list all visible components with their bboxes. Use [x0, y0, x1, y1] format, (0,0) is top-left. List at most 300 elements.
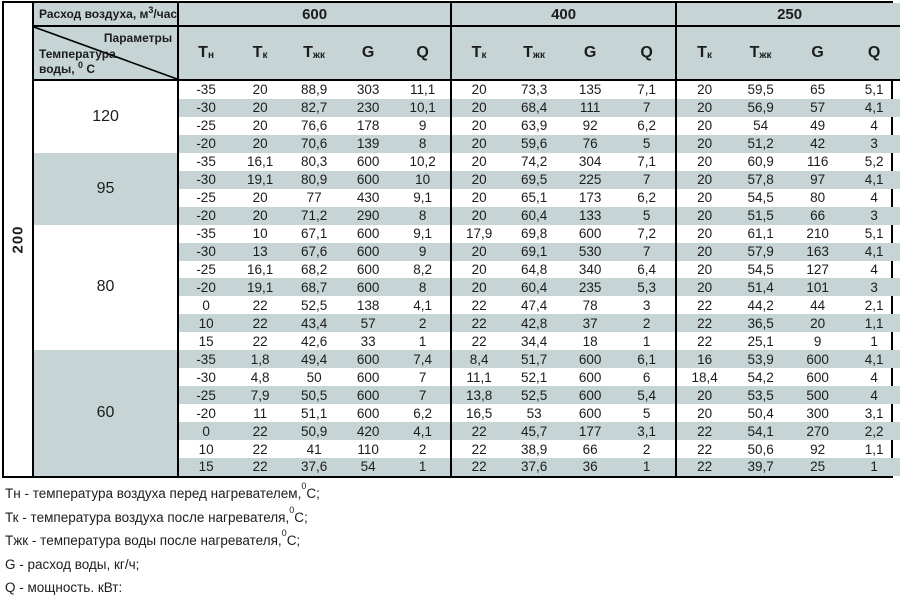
param-header: Т жк	[506, 27, 562, 79]
table-cell: 20	[450, 153, 506, 171]
flow-rate-header	[450, 3, 675, 25]
model-label: 200	[9, 225, 27, 254]
param-symbol: Q	[416, 44, 429, 61]
water-temp-group-cell	[34, 225, 177, 351]
table-cell: 69,8	[520, 226, 548, 242]
param-header: Т жк	[287, 27, 341, 79]
model-column	[4, 3, 34, 476]
table-cell: 5,4	[637, 387, 656, 403]
table-cell: 42,6	[300, 333, 328, 349]
table-cell: 600	[356, 351, 380, 367]
table-cell: 600	[356, 226, 380, 242]
table-cell: 230	[356, 100, 380, 116]
table-cell: 25,1	[747, 333, 774, 349]
table-cell: 22	[675, 422, 732, 440]
table-cell: 5,1	[864, 82, 884, 98]
table-cell: 600	[578, 405, 602, 421]
table-cell: 1	[418, 333, 427, 349]
table-cell: 22	[450, 332, 506, 350]
table-cell: 76	[582, 136, 598, 152]
table-cell: 270	[806, 423, 829, 439]
table-cell: 7	[642, 100, 651, 116]
table-cell: 10	[415, 172, 431, 188]
table-cell: 78	[582, 297, 598, 313]
table-cell: 51,4	[747, 279, 774, 295]
footnote-unit: С;	[294, 509, 308, 525]
table-cell: 22	[252, 459, 268, 475]
table-cell: 3	[642, 297, 651, 313]
table-cell: 59,6	[520, 136, 548, 152]
table-cell: 303	[356, 82, 380, 98]
table-cell: 20	[675, 386, 732, 404]
table-cell: 53,9	[747, 351, 774, 367]
table-cell: 20	[450, 81, 506, 99]
table-cell: 20	[450, 117, 506, 135]
table-cell: 3	[870, 279, 878, 295]
table-cell: 57	[360, 315, 376, 331]
table-cell: 16,1	[246, 154, 274, 170]
table-cell: 37	[582, 315, 598, 331]
table-cell: 7,2	[637, 226, 656, 242]
table-cell: 6,2	[413, 405, 432, 421]
table-cell: 8	[418, 279, 427, 295]
table-cell: 80	[810, 190, 826, 206]
table-cell: 1,8	[250, 351, 270, 367]
table-cell: 54,5	[747, 190, 774, 206]
table-cell: 22	[675, 332, 732, 350]
table-cell: -35	[196, 351, 216, 367]
table-cell: 178	[356, 118, 380, 134]
table-cell: 80,3	[300, 154, 328, 170]
table-cell: 65,1	[520, 190, 548, 206]
table-cell: 22	[675, 314, 732, 332]
table-cell: 2	[418, 315, 427, 331]
table-cell: 22	[252, 315, 268, 331]
table-cell: 20	[810, 315, 826, 331]
table-cell: 57,9	[747, 244, 774, 260]
params-water-temp-corner-cell	[34, 27, 177, 81]
flow-rate-label: 400	[551, 5, 577, 23]
table-cell: 7	[418, 369, 427, 385]
table-cell: 20	[675, 278, 732, 296]
table-cell: 4	[870, 190, 878, 206]
table-cell: 11,1	[450, 368, 506, 386]
table-cell: 88,9	[300, 82, 328, 98]
table-cell: 22	[450, 296, 506, 314]
table-cell: 3	[870, 136, 878, 152]
table-cell: 4,1	[864, 100, 884, 116]
table-cell: 20	[675, 135, 732, 153]
table-cell: 52,1	[520, 369, 548, 385]
param-symbol: Т	[198, 44, 208, 61]
footnote	[5, 577, 320, 601]
table-cell: 2	[642, 441, 651, 457]
table-cell: 10,1	[409, 100, 436, 116]
table-cell: 49	[810, 118, 826, 134]
table-cell: 22	[252, 441, 268, 457]
table-cell: 50,4	[747, 405, 774, 421]
table-row	[179, 278, 900, 296]
table-cell: 67,1	[300, 226, 328, 242]
table-cell: 22	[252, 297, 268, 313]
table-cell: 50,5	[300, 387, 328, 403]
table-cell: 42,8	[520, 315, 548, 331]
table-cell: 20	[252, 100, 268, 116]
param-symbol: Q	[867, 44, 881, 61]
table-cell: 600	[806, 351, 829, 367]
table-cell: 235	[578, 279, 602, 295]
table-cell: 4	[870, 262, 878, 277]
table-cell: 20	[675, 261, 732, 279]
table-cell: 600	[356, 262, 380, 277]
footnote-unit: С;	[306, 486, 320, 501]
table-cell: 66	[810, 208, 826, 224]
param-symbol: Т	[749, 44, 760, 61]
table-cell: 8	[418, 136, 427, 152]
table-cell: 7,9	[250, 387, 270, 403]
table-cell: 67,6	[300, 244, 328, 260]
table-cell: 20	[252, 82, 268, 98]
table-cell: 20	[675, 99, 732, 117]
table-cell: 16,1	[246, 262, 274, 277]
table-cell: 163	[806, 244, 829, 260]
water-temp-group-cell	[34, 350, 177, 476]
flow-rate-header	[675, 3, 900, 25]
table-cell: 4,8	[250, 369, 270, 385]
table-cell: 73,3	[520, 82, 548, 98]
table-cell: 10,2	[409, 154, 436, 170]
table-cell: 1	[870, 333, 878, 349]
table-row	[179, 386, 900, 404]
table-row	[179, 99, 900, 117]
table-cell: 68,2	[300, 262, 328, 277]
table-cell: 6,1	[637, 351, 656, 367]
table-cell: 2,2	[864, 423, 884, 439]
table-cell: 111	[579, 100, 601, 116]
table-cell: 37,6	[300, 459, 328, 475]
footnote	[5, 554, 320, 578]
table-cell: 56,9	[747, 100, 774, 116]
table-row	[179, 243, 900, 261]
table-cell: 37,6	[520, 459, 548, 475]
table-cell: 600	[356, 369, 380, 385]
table-cell: 49,4	[300, 351, 328, 367]
table-cell: 420	[356, 423, 380, 439]
table-cell: 25	[810, 459, 826, 475]
table-cell: 19,1	[246, 279, 274, 295]
table-cell: 9,1	[413, 226, 432, 242]
water-temp-groups	[34, 81, 177, 476]
table-row	[179, 314, 900, 332]
table-row	[179, 261, 900, 279]
table-cell: 6,4	[637, 262, 656, 277]
table-cell: 22	[675, 458, 732, 476]
table-cell: 600	[356, 405, 380, 421]
table-cell: 5	[642, 136, 651, 152]
table-cell: 1,1	[864, 315, 884, 331]
table-cell: 8,2	[413, 262, 432, 277]
flow-rate-header	[179, 3, 450, 25]
table-row	[179, 117, 900, 135]
table-cell: 0	[202, 297, 210, 313]
table-cell: 70,6	[300, 136, 328, 152]
table-cell: 11,1	[409, 82, 436, 98]
table-cell: 74,2	[520, 154, 548, 170]
param-header: Т к	[675, 27, 732, 79]
table-row	[179, 440, 900, 458]
table-cell: 7	[642, 172, 651, 188]
table-cell: 52,5	[520, 387, 548, 403]
param-symbol: G	[583, 44, 597, 61]
table-cell: 18,4	[675, 368, 732, 386]
table-cell: 138	[356, 297, 380, 313]
table-cell: 290	[356, 208, 380, 224]
table-cell: 9	[418, 244, 427, 260]
table-cell: 600	[578, 369, 602, 385]
table-cell: 304	[578, 154, 602, 170]
table-cell: 20	[450, 207, 506, 225]
table-cell: 4,1	[864, 172, 884, 188]
table-row	[179, 296, 900, 314]
table-cell: 135	[578, 82, 602, 98]
table-cell: 39,7	[747, 459, 774, 475]
table-cell: 51,5	[747, 208, 774, 224]
table-cell: 59,5	[747, 82, 774, 98]
table-cell: 1	[870, 459, 878, 475]
table-cell: 9,1	[413, 190, 432, 206]
table-cell: -30	[196, 369, 216, 385]
footnote-text: G - расход воды, кг/ч;	[5, 556, 140, 572]
table-cell: 68,4	[520, 100, 548, 116]
table-cell: 53,5	[747, 387, 774, 403]
table-cell: 4,1	[413, 423, 432, 439]
table-cell: 20	[675, 225, 732, 243]
param-header: Т к	[450, 27, 506, 79]
table-cell: 600	[356, 279, 380, 295]
table-cell: 430	[356, 190, 380, 206]
table-cell: 20	[450, 171, 506, 189]
param-symbol: Т	[303, 44, 313, 61]
table-cell: 600	[356, 387, 380, 403]
footnote: Тжк - температура воды после нагревателя, 0 С;	[5, 528, 301, 548]
param-header	[618, 27, 675, 79]
table-cell: 20	[675, 207, 732, 225]
table-cell: -25	[196, 387, 216, 403]
table-row	[179, 171, 900, 189]
table-cell: 20	[450, 261, 506, 279]
table-cell: 60,9	[747, 154, 774, 170]
table-cell: 54	[360, 459, 376, 475]
table-cell: 3,1	[637, 423, 656, 439]
table-cell: 4	[870, 387, 878, 403]
table-cell: 51,1	[300, 405, 328, 421]
table-cell: 1	[418, 459, 427, 475]
param-symbol: Т	[697, 44, 707, 61]
table-cell: 20	[675, 81, 732, 99]
table-cell: 177	[578, 423, 602, 439]
table-cell: 7	[642, 244, 651, 260]
table-cell: 127	[806, 262, 829, 277]
table-cell: 22	[450, 314, 506, 332]
water-temp-column	[34, 3, 179, 476]
table-cell: 20	[252, 208, 268, 224]
table-cell: 22	[252, 423, 268, 439]
table-cell: 60,4	[520, 279, 548, 295]
table-row	[179, 458, 900, 476]
table-cell: 173	[578, 190, 602, 206]
table-cell: 42	[810, 136, 826, 152]
param-symbol: Q	[640, 44, 653, 61]
param-header: Т жк	[732, 27, 789, 79]
table-cell: -30	[196, 244, 216, 260]
footnote-unit: С;	[286, 533, 301, 548]
table-cell: 139	[356, 136, 380, 152]
table-cell: 22	[450, 422, 506, 440]
heater-performance-table	[2, 1, 893, 478]
table-cell: 600	[356, 244, 380, 260]
table-cell: 43,4	[300, 315, 328, 331]
water-temp-group-cell	[34, 153, 177, 225]
table-cell: 20	[675, 189, 732, 207]
table-cell: 110	[357, 441, 379, 457]
params-label: Параметры	[103, 31, 173, 45]
table-cell: 17,9	[450, 225, 506, 243]
flow-rate-label: 250	[777, 5, 803, 23]
table-cell: 97	[810, 172, 826, 188]
table-cell: 50	[306, 369, 322, 385]
table-cell: 44,2	[747, 297, 774, 313]
table-cell: 77	[306, 190, 322, 206]
table-cell: -25	[196, 190, 216, 206]
param-header: Т к	[233, 27, 287, 79]
table-cell: 2	[418, 441, 427, 457]
footnote: Тн - температура воздуха перед нагревателем, 0 С;	[5, 481, 320, 501]
table-cell: 340	[578, 262, 602, 277]
table-cell: -30	[196, 172, 216, 188]
table-cell: 225	[578, 172, 602, 188]
table-cell: 10	[198, 441, 214, 457]
table-cell: 600	[806, 369, 829, 385]
footnote-text: Тк - температура воздуха после нагревателя,	[5, 509, 290, 525]
table-cell: 92	[582, 118, 598, 134]
table-cell: 133	[578, 208, 602, 224]
table-cell: 8	[418, 208, 427, 224]
data-block	[179, 3, 900, 476]
table-cell: 60,4	[520, 208, 548, 224]
table-cell: 20	[252, 118, 268, 134]
table-cell: 65	[810, 82, 826, 98]
table-cell: -35	[196, 154, 216, 170]
table-cell: 15	[198, 459, 214, 475]
table-cell: 9	[418, 118, 427, 134]
table-cell: 1,1	[864, 441, 884, 457]
table-cell: 8,4	[450, 350, 506, 368]
table-cell: 4,1	[413, 297, 432, 313]
table-cell: 57	[810, 100, 826, 116]
table-cell: 50,9	[300, 423, 328, 439]
table-cell: 20	[675, 404, 732, 422]
table-cell: -20	[196, 208, 216, 224]
table-cell: 20	[675, 243, 732, 261]
footnote-text: Тн - температура воздуха перед нагревателем,	[5, 486, 302, 501]
table-cell: -30	[196, 100, 216, 116]
table-cell: 36	[582, 459, 598, 475]
param-header	[789, 27, 846, 79]
table-cell: 4,1	[864, 351, 884, 367]
table-cell: 64,8	[520, 262, 548, 277]
footnotes	[5, 483, 320, 601]
table-row	[179, 368, 900, 386]
table-cell: 53	[526, 405, 542, 421]
water-temp-group-label: 95	[96, 179, 115, 197]
water-temp-group-label: 80	[96, 278, 115, 296]
table-cell: -20	[196, 279, 216, 295]
param-header-row	[179, 27, 900, 81]
table-cell: 10	[252, 226, 268, 242]
table-cell: 18	[582, 333, 598, 349]
table-cell: 80,9	[300, 172, 328, 188]
water-temp-group-label: 120	[92, 107, 119, 125]
table-row	[179, 135, 900, 153]
footnote-text: Q - мощность. кВт:	[5, 580, 123, 595]
table-cell: 10	[198, 315, 214, 331]
table-cell: 9	[813, 333, 822, 349]
air-flow-header-label	[34, 3, 177, 27]
table-cell: 7,4	[413, 351, 432, 367]
table-cell: 22	[450, 458, 506, 476]
param-symbol: G	[811, 44, 824, 61]
table-cell: 54	[753, 118, 769, 134]
table-cell: 20	[450, 189, 506, 207]
table-cell: -25	[196, 118, 216, 134]
table-cell: 5	[642, 405, 651, 421]
table-cell: 4	[870, 118, 878, 134]
table-cell: 20	[675, 153, 732, 171]
table-cell: 82,7	[300, 100, 328, 116]
table-cell: 15	[198, 333, 214, 349]
table-cell: 20	[675, 117, 732, 135]
table-cell: 54,1	[747, 423, 774, 439]
table-cell: 13	[252, 244, 268, 260]
table-cell: 41	[306, 441, 322, 457]
table-cell: 54,5	[747, 262, 774, 277]
table-cell: 66	[582, 441, 598, 457]
table-cell: 600	[356, 172, 380, 188]
table-cell: 3	[870, 208, 878, 224]
table-cell: 61,1	[747, 226, 774, 242]
table-cell: 7,1	[637, 82, 656, 98]
table-cell: 6,2	[637, 118, 656, 134]
table-cell: 7	[418, 387, 427, 403]
footnote: Тк - температура воздуха после нагревателя, 0 С;	[5, 504, 308, 525]
table-cell: 3,1	[864, 405, 884, 421]
table-cell: 20	[252, 190, 268, 206]
table-row	[179, 350, 900, 368]
table-cell: 5,2	[864, 154, 884, 170]
table-cell: 4	[870, 369, 878, 385]
table-cell: 6	[642, 369, 651, 385]
table-cell: 57,8	[747, 172, 774, 188]
param-symbol: Т	[471, 44, 482, 61]
water-temp-group-label: 60	[96, 404, 115, 422]
table-cell: 11	[253, 405, 268, 421]
table-cell: 500	[806, 387, 829, 403]
table-row	[179, 189, 900, 207]
table-cell: 16	[675, 350, 732, 368]
table-cell: 0	[202, 423, 210, 439]
table-cell: 36,5	[747, 315, 774, 331]
table-cell: 22	[252, 333, 268, 349]
